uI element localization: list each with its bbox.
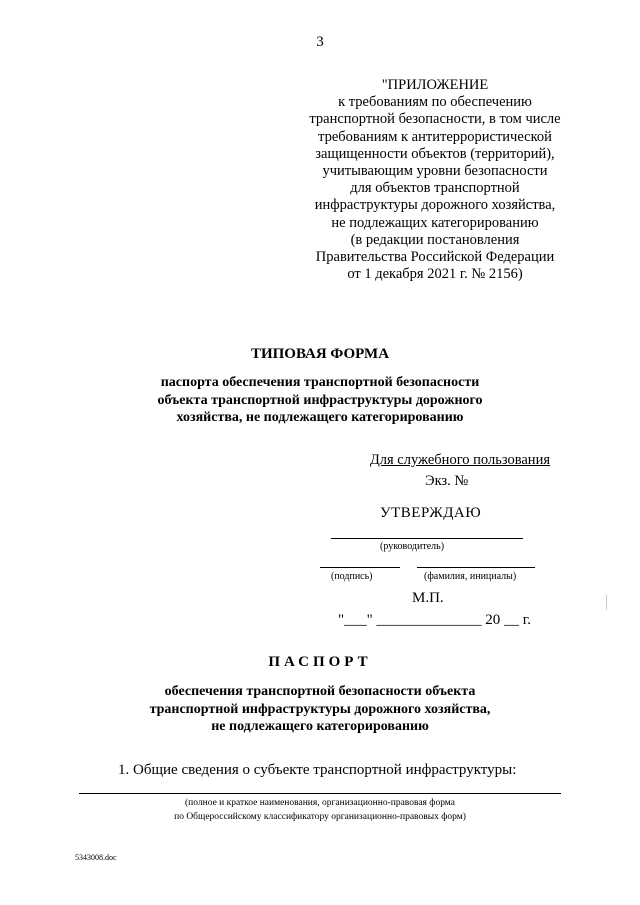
appendix-line: требованиям к антитеррористической (318, 128, 552, 145)
appendix-line: транспортной безопасности, в том числе (309, 111, 561, 128)
passport-subtitle (100, 683, 540, 736)
passport-subtitle-line: транспортной инфраструктуры дорожного хозяйства, (149, 701, 491, 717)
appendix-line: не подлежащих категорированию (331, 214, 539, 231)
appendix-line: для объектов транспортной (350, 180, 520, 197)
page-number: 3 (316, 34, 324, 50)
appendix-line: инфраструктуры дорожного хозяйства, (314, 197, 556, 214)
form-subtitle-line: хозяйства, не подлежащего категорированию (176, 410, 464, 425)
section-1-fill-line (79, 793, 561, 794)
appendix-line: защищенности объектов (территорий), (315, 145, 555, 162)
form-subtitle-line: паспорта обеспечения транспортной безопасности (160, 375, 480, 390)
name-line (417, 567, 535, 568)
appendix-line: "ПРИЛОЖЕНИЕ (381, 77, 489, 93)
restricted-label-row (330, 452, 550, 469)
head-caption: (руководитель) (380, 541, 445, 552)
section-1-caption-line: по Общероссийскому классификатору организационно-правовых форм) (174, 811, 466, 822)
date-line: "___" ______________ 20 __ г. (338, 612, 531, 628)
appendix-line: учитывающим уровни безопасности (322, 163, 548, 180)
form-title: ТИПОВАЯ ФОРМА (250, 346, 390, 362)
appendix-line: (в редакции постановления (350, 231, 520, 248)
scan-edge-mark (606, 595, 613, 610)
restricted-label: Для служебного пользования (369, 452, 550, 468)
section-1-caption (60, 797, 580, 824)
appendix-line: Правительства Российской Федерации (315, 249, 555, 266)
head-signature-line (331, 538, 523, 539)
form-subtitle (100, 374, 540, 427)
section-1-heading: 1. Общие сведения о субъекте транспортной инфраструктуры: (118, 762, 517, 778)
appendix-line: к требованиям по обеспечению (338, 94, 532, 111)
section-1-caption-line: (полное и краткое наименования, организационно-правовая форма (185, 798, 455, 808)
appendix-line: от 1 декабря 2021 г. № 2156) (347, 266, 523, 283)
passport-subtitle-line: не подлежащего категорированию (211, 719, 429, 734)
passport-subtitle-line: обеспечения транспортной безопасности объекта (164, 684, 476, 699)
signature-caption: (подпись) (331, 571, 373, 582)
copy-number-label: Экз. № (425, 473, 469, 489)
passport-heading: ПАСПОРТ (268, 654, 372, 670)
name-caption: (фамилия, инициалы) (424, 571, 517, 582)
form-subtitle-line: объекта транспортной инфраструктуры дорожного (157, 392, 483, 408)
seal-label: М.П. (412, 590, 444, 606)
signature-line (320, 567, 400, 568)
appendix-block (270, 77, 600, 283)
approve-label: УТВЕРЖДАЮ (380, 505, 482, 521)
file-name: 5343008.doc (75, 853, 117, 862)
